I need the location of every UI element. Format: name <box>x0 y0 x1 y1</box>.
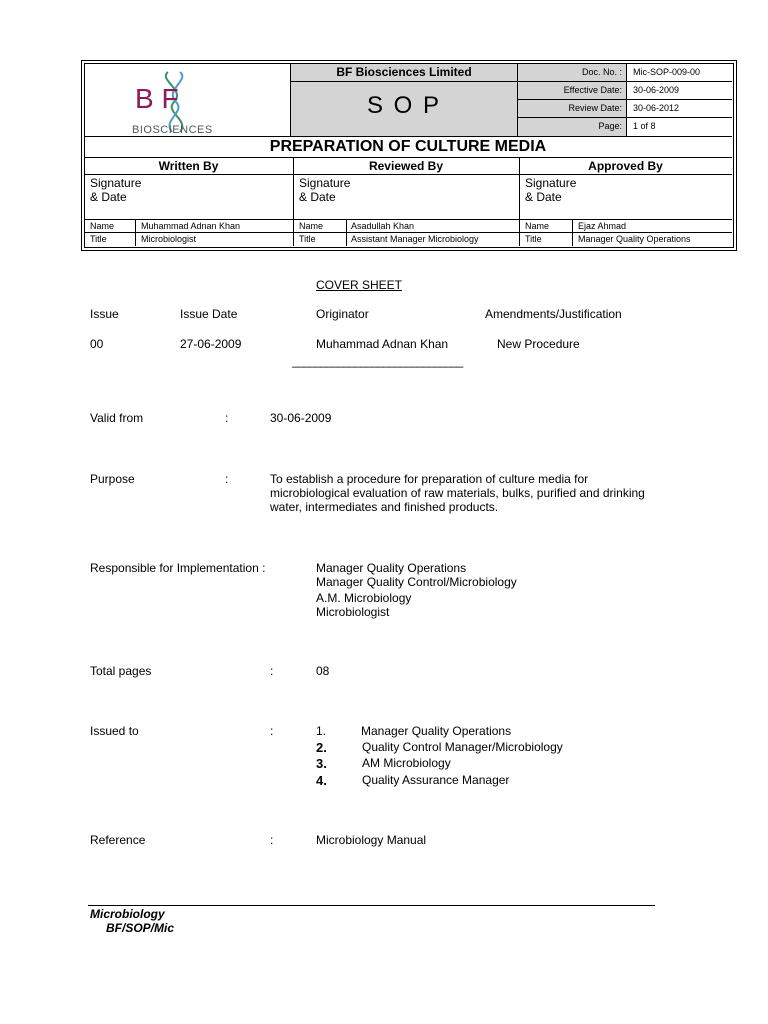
issued-item: AM Microbiology <box>362 756 451 770</box>
approver-name: Ejaz Ahmad <box>578 221 627 231</box>
written-by-heading: Written By <box>158 159 219 173</box>
reference-label: Reference <box>90 833 146 847</box>
issued-num: 3. <box>316 756 327 771</box>
reviewed-by-heading: Reviewed By <box>368 159 444 173</box>
logo-subtitle: BIOSCIENCES <box>132 124 213 136</box>
rule <box>84 157 732 158</box>
rule <box>517 117 732 118</box>
signature-label: Signature <box>299 176 351 190</box>
colon: : <box>225 411 229 425</box>
signature-label: Signature <box>90 176 142 190</box>
company-name: BF Biosciences Limited <box>336 65 472 79</box>
footer-doc-ref: BF/SOP/Mic <box>106 921 175 935</box>
valid-from-value: 30-06-2009 <box>270 411 332 425</box>
rule <box>290 81 732 82</box>
amendment-value: New Procedure <box>497 337 580 351</box>
rule <box>135 219 136 246</box>
originator-value: Muhammad Adnan Khan <box>316 337 449 351</box>
issued-num: 2. <box>316 740 327 755</box>
purpose-line: water, intermediates and finished products. <box>270 500 499 514</box>
page-label: Page: <box>598 121 622 131</box>
col-issue: Issue <box>90 307 119 321</box>
logo-letters: B F <box>135 83 179 114</box>
colon: : <box>270 724 274 738</box>
rule <box>84 174 732 175</box>
company-logo <box>128 66 238 138</box>
name-label: Name <box>299 221 324 231</box>
issued-num: 4. <box>316 773 327 788</box>
purpose-label: Purpose <box>90 472 135 486</box>
date-label: & Date <box>525 190 562 204</box>
responsible-item: Microbiologist <box>316 605 390 619</box>
date-label: & Date <box>90 190 127 204</box>
cover-sheet-heading: COVER SHEET <box>316 278 403 292</box>
reviewer-name: Asadullah Khan <box>351 221 415 231</box>
issue-date-value: 27-06-2009 <box>180 337 242 351</box>
approver-title: Manager Quality Operations <box>578 234 691 244</box>
doc-no-value: Mic-SOP-009-00 <box>633 67 701 77</box>
responsible-item: Manager Quality Operations <box>316 561 467 575</box>
rule <box>84 232 732 233</box>
issued-item: Manager Quality Operations <box>361 724 512 738</box>
col-originator: Originator <box>316 307 369 321</box>
name-label: Name <box>90 221 115 231</box>
rule <box>572 219 573 246</box>
rule <box>626 63 627 137</box>
writer-title: Microbiologist <box>141 234 197 244</box>
rule <box>517 99 732 100</box>
issue-value: 00 <box>90 337 104 351</box>
reviewer-title: Assistant Manager Microbiology <box>351 234 479 244</box>
title-label: Title <box>299 234 316 244</box>
review-date-label: Review Date: <box>568 103 622 113</box>
issued-num: 1. <box>316 724 327 738</box>
page-value: 1 of 8 <box>633 121 656 131</box>
footer-rule <box>88 905 655 906</box>
document-title: PREPARATION OF CULTURE MEDIA <box>269 138 547 155</box>
effective-date-value: 30-06-2009 <box>633 85 680 95</box>
effective-date-label: Effective Date: <box>563 85 622 95</box>
purpose-line: To establish a procedure for preparation of culture media for <box>270 472 589 486</box>
signature-label: Signature <box>525 176 577 190</box>
rule <box>346 219 347 246</box>
rule <box>84 219 732 220</box>
separator-underline: ______________________________ <box>292 354 463 368</box>
colon: : <box>270 664 274 678</box>
doc-no-label: Doc. No. : <box>581 67 622 77</box>
approved-by-heading: Approved By <box>588 159 663 173</box>
reference-value: Microbiology Manual <box>316 833 427 847</box>
responsible-item: Manager Quality Control/Microbiology <box>316 575 517 589</box>
issued-to-label: Issued to <box>90 724 139 738</box>
responsible-label: Responsible for Implementation : <box>90 561 266 575</box>
colon: : <box>225 472 229 486</box>
issued-item: Quality Control Manager/Microbiology <box>362 740 563 754</box>
colon: : <box>270 833 274 847</box>
date-label: & Date <box>299 190 336 204</box>
name-label: Name <box>525 221 550 231</box>
doc-type: S O P <box>366 92 442 119</box>
title-label: Title <box>90 234 107 244</box>
valid-from-label: Valid from <box>90 411 144 425</box>
total-pages-value: 08 <box>316 664 330 678</box>
title-label: Title <box>525 234 542 244</box>
col-issue-date: Issue Date <box>180 307 238 321</box>
review-date-value: 30-06-2012 <box>633 103 680 113</box>
writer-name: Muhammad Adnan Khan <box>141 221 241 231</box>
responsible-item: A.M. Microbiology <box>316 591 412 605</box>
col-amendments: Amendments/Justification <box>485 307 622 321</box>
purpose-line: microbiological evaluation of raw materials, bulks, purified and drinking <box>270 486 645 500</box>
issued-item: Quality Assurance Manager <box>362 773 510 787</box>
total-pages-label: Total pages <box>90 664 152 678</box>
footer-department: Microbiology <box>90 907 165 921</box>
